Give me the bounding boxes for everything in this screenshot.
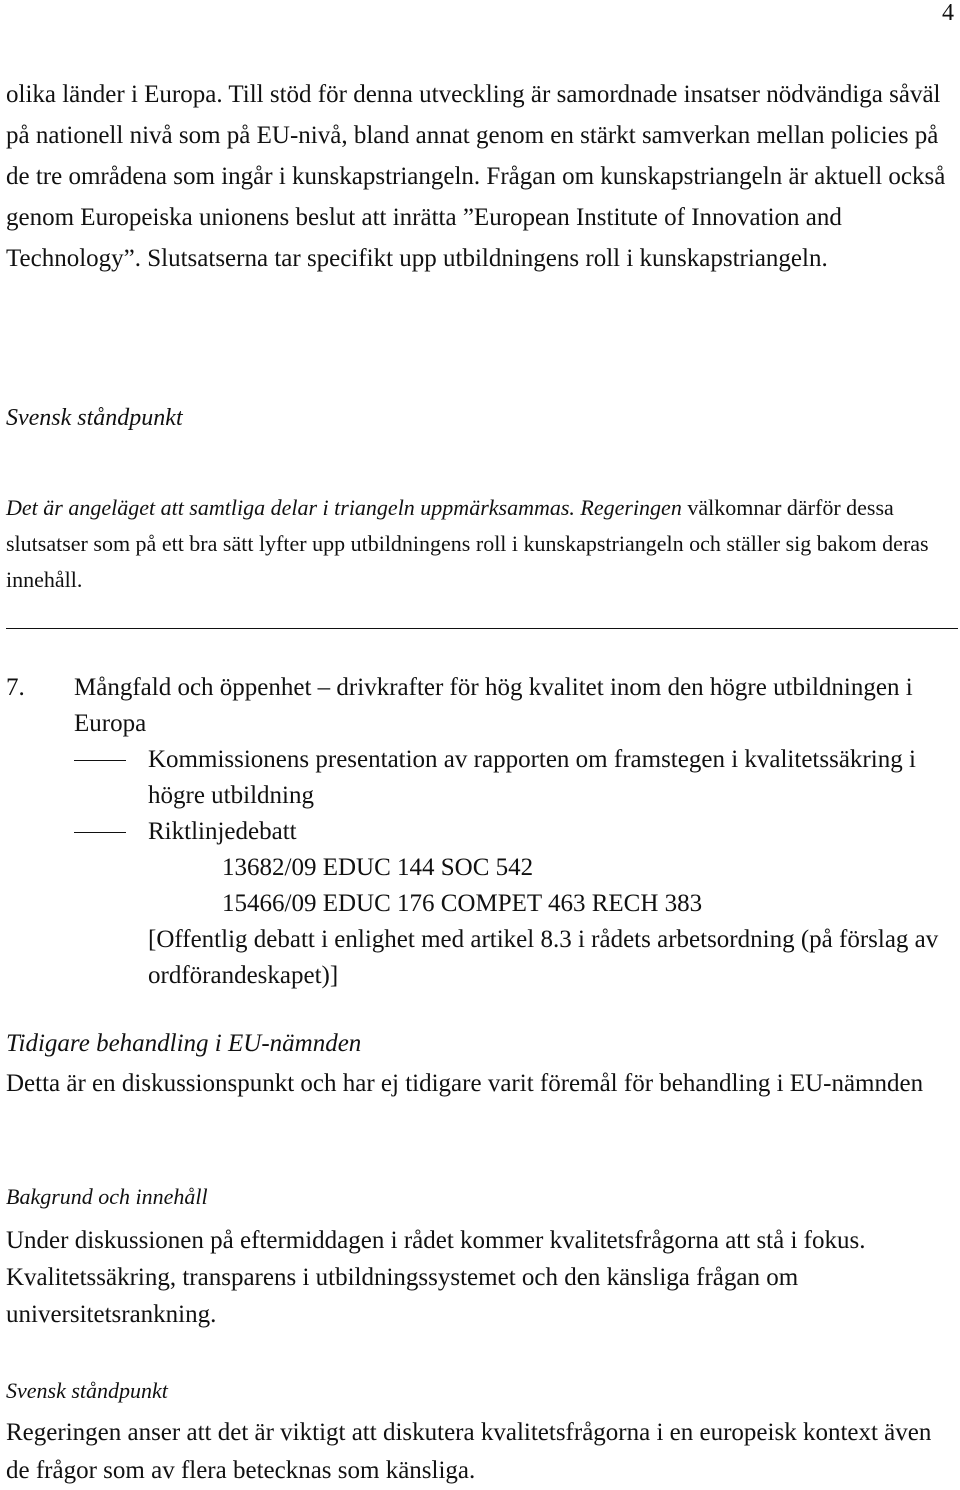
bullet-dash [74, 832, 126, 833]
position-heading: Svensk ståndpunkt [6, 405, 183, 431]
agenda-item-title-text: Mångfald och öppenhet – drivkrafter för hög kvalitet inom den högre utbildningen i Europa [74, 674, 913, 737]
previous-handling-text: Detta är en diskussionspunkt och har ej tidigare varit föremål för behandling i EU-nämnden [6, 1070, 924, 1097]
position-paragraph [6, 490, 954, 598]
bullet-dash [74, 760, 126, 761]
previous-handling-heading: Tidigare behandling i EU-nämnden [6, 1030, 362, 1057]
position-heading: Svensk ståndpunkt [6, 1378, 168, 1403]
position-text: Regeringen anser att det är viktigt att diskutera kvalitetsfrågorna i en europeisk kontext även de frågor som av flera betecknas som känsliga. [6, 1419, 932, 1484]
procedure-note: [Offentlig debatt i enlighet med artikel 8.3 i rådets arbetsordning (på förslag av ordförandeskapet)] [148, 926, 939, 989]
position-lead: Det är angeläget att samtliga delar i triangeln uppmärksammas. Regeringen [6, 495, 682, 520]
position-rest: välkomnar därför dessa slutsatser som på ett bra sätt lyfter upp utbildningens roll i kunskapstriangeln och ställer sig bakom deras innehåll. [6, 495, 929, 592]
document-reference: 13682/09 EDUC 144 SOC 542 [222, 854, 534, 881]
intro-paragraph: olika länder i Europa. Till stöd för denna utveckling är samordnade insatser nödvändiga såväl på nationell nivå som på EU-nivå, bland annat genom en stärkt samverkan mellan policies på de tre områdena som ingår i kunskapstriangeln. Frågan om kunskapstriangeln är aktuell också genom Europeiska unionens beslut att inrätta ”European Institute of Innovation and Technology”. Slutsatserna tar specifikt upp utbildningens roll i kunskapstriangeln. [6, 81, 946, 272]
background-text: Under diskussionen på eftermiddagen i rådet kommer kvalitetsfrågorna att stå i fokus. Kvalitetssäkring, transparens i utbildningssystemet och den känsliga frågan om universitetsrankning. [6, 1227, 866, 1328]
agenda-item-title [6, 670, 956, 742]
agenda-item-number: 7. [6, 674, 25, 701]
document-reference: 15466/09 EDUC 176 COMPET 463 RECH 383 [222, 890, 703, 917]
background-heading: Bakgrund och innehåll [6, 1184, 208, 1209]
section-divider [6, 628, 958, 629]
agenda-subitem: Kommissionens presentation av rapporten om framstegen i kvalitetssäkring i högre utbildning [148, 746, 916, 809]
agenda-subitem: Riktlinjedebatt [148, 818, 297, 845]
page-number: 4 [942, 0, 954, 26]
